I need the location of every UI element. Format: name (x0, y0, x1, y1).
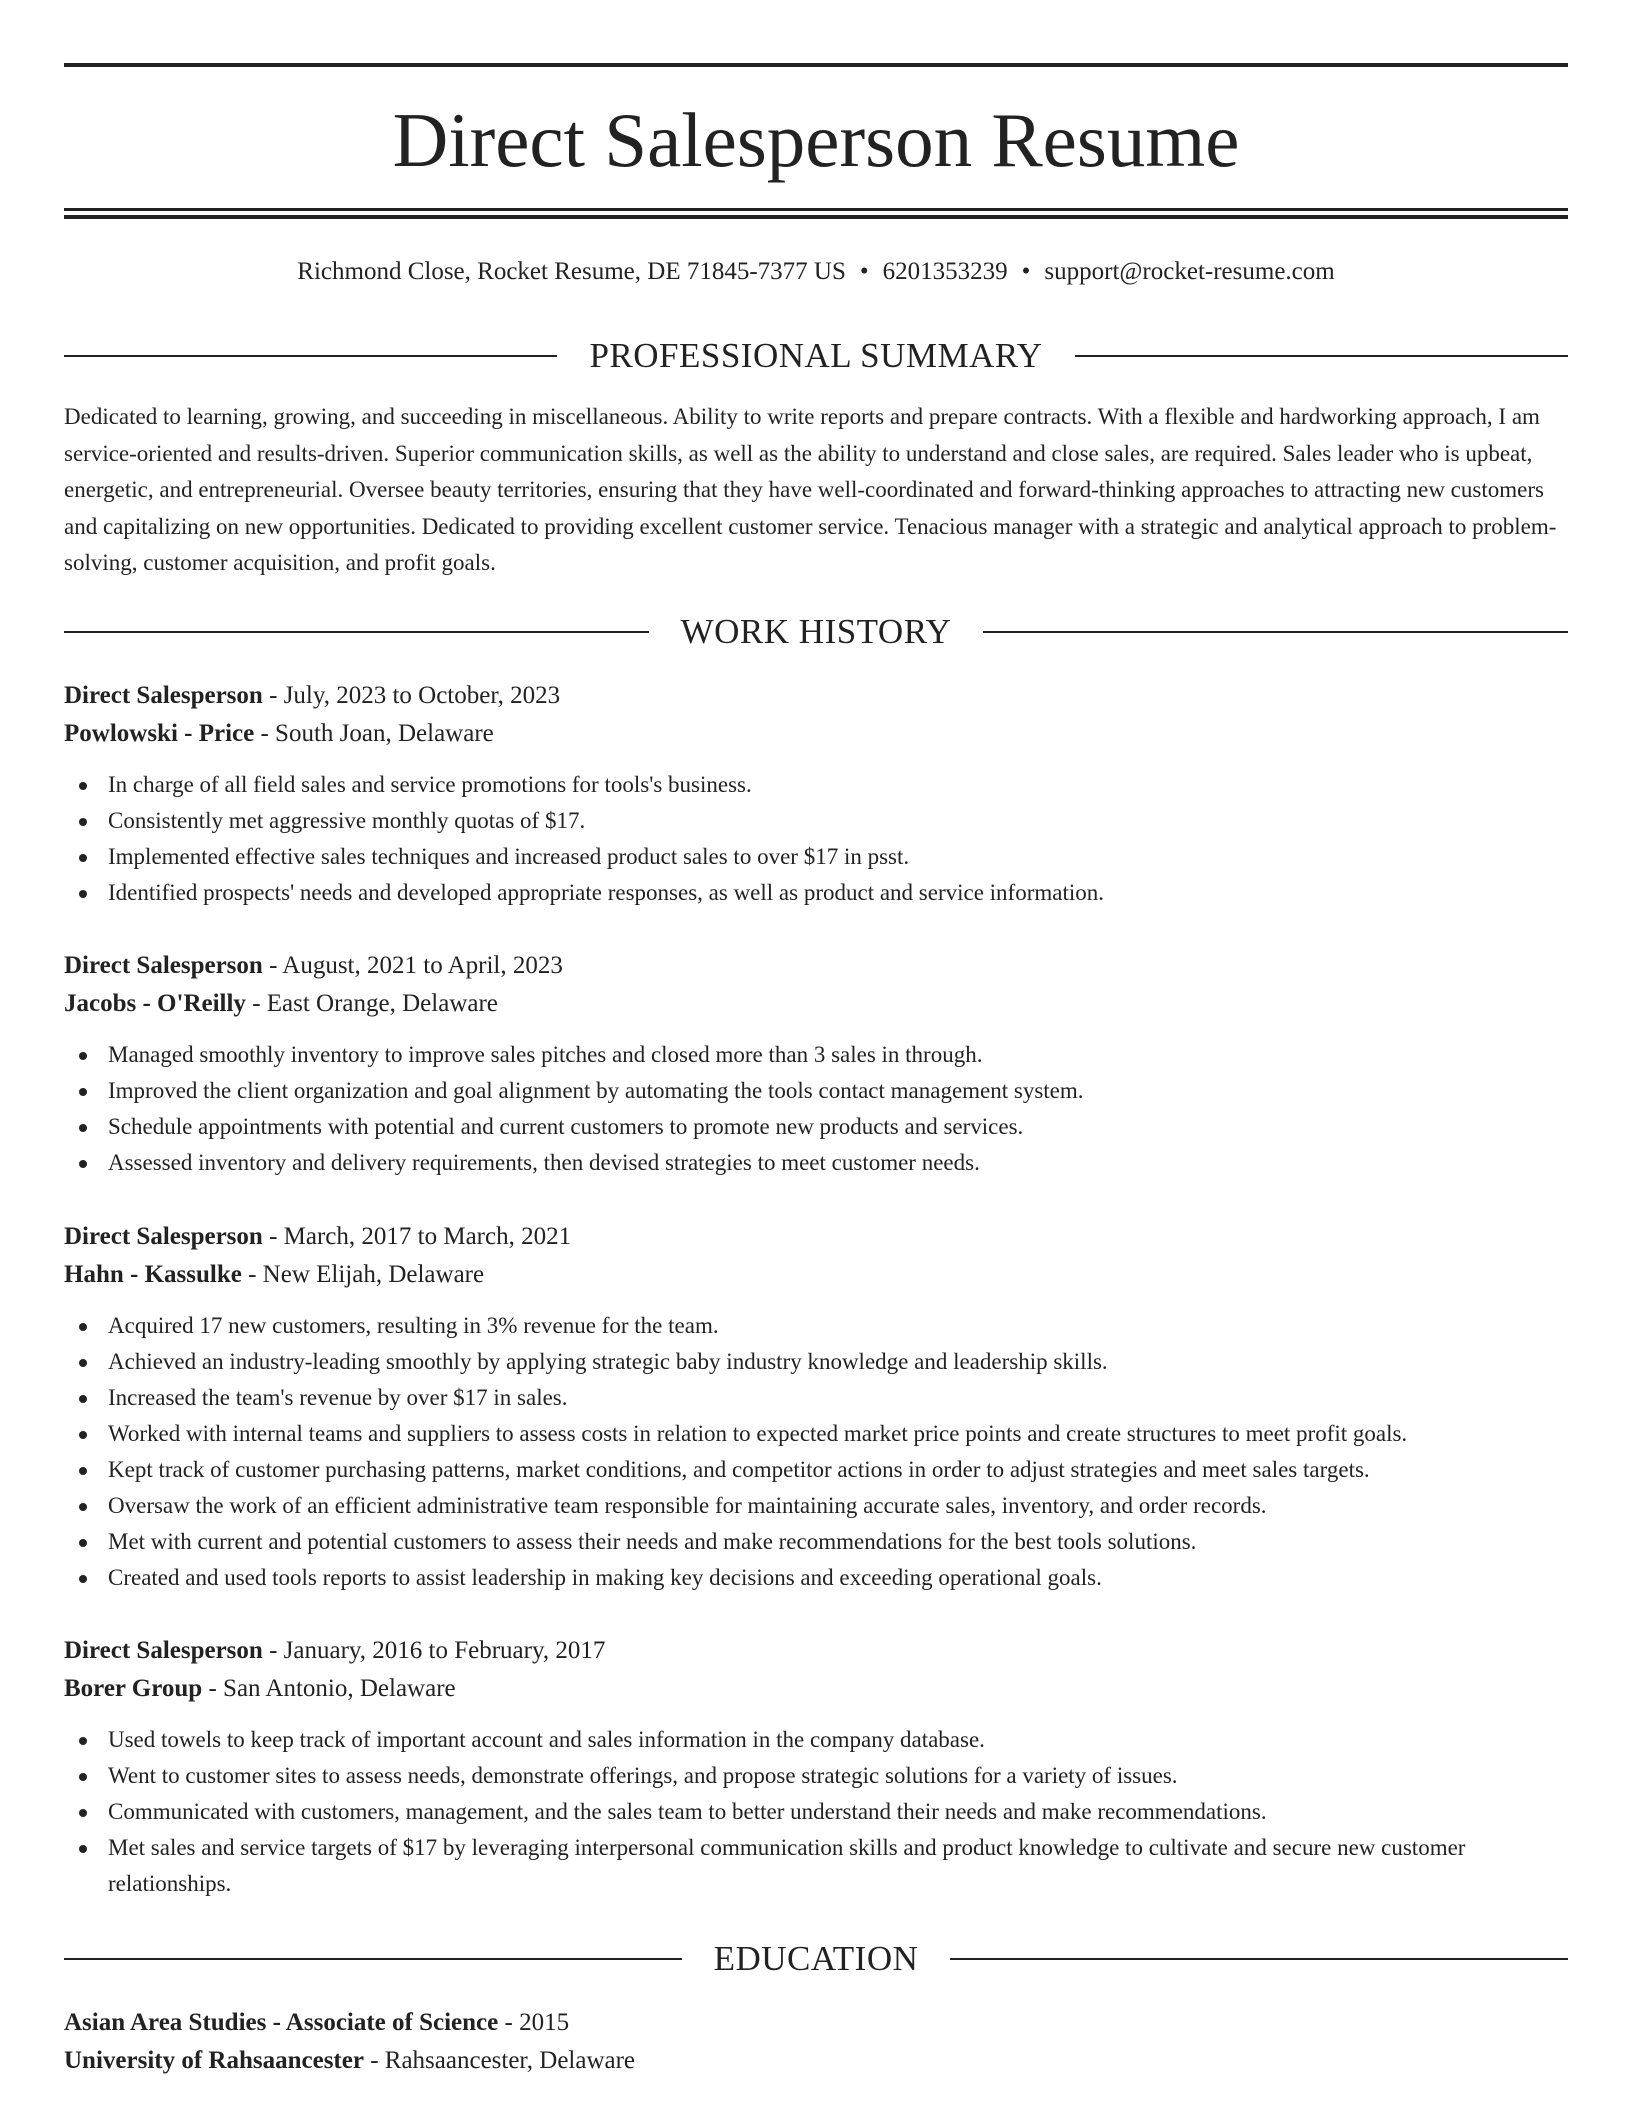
job-title-line (64, 947, 1568, 985)
job-title: Direct Salesperson (64, 952, 263, 979)
education-entry (64, 2004, 1568, 2080)
education-degree: Asian Area Studies - Associate of Science (64, 2009, 499, 2036)
contact-separator: • (1021, 258, 1031, 285)
job-bullet: Went to customer sites to assess needs, demonstrate offerings, and propose strategic solutions for a variety of issues. (64, 1758, 1568, 1794)
job-title-line (64, 1218, 1568, 1256)
job-bullet: Consistently met aggressive monthly quotas of $17. (64, 803, 1568, 839)
job-dates: - July, 2023 to October, 2023 (262, 682, 561, 709)
job-bullet: Met sales and service targets of $17 by leveraging interpersonal communication skills and product knowledge to cultivate and secure new customer relationships. (64, 1830, 1568, 1902)
job-title: Direct Salesperson (64, 682, 263, 709)
job-entry (64, 947, 1568, 1181)
job-dates: - March, 2017 to March, 2021 (262, 1223, 572, 1250)
education-school-line (64, 2042, 1568, 2080)
job-bullet: Improved the client organization and goal alignment by automating the tools contact management system. (64, 1073, 1568, 1109)
job-bullet: In charge of all field sales and service promotions for tools's business. (64, 767, 1568, 803)
job-bullet: Worked with internal teams and suppliers to assess costs in relation to expected market price points and create structures to meet profit goals. (64, 1416, 1568, 1452)
title-double-divider (64, 208, 1568, 219)
job-bullet: Met with current and potential customers to assess their needs and make recommendations for the best tools solutions. (64, 1524, 1568, 1560)
job-bullet: Achieved an industry-leading smoothly by applying strategic baby industry knowledge and leadership skills. (64, 1344, 1568, 1380)
heading-rule-right (1075, 355, 1568, 357)
heading-rule-right (950, 1958, 1568, 1960)
heading-rule-left (64, 1958, 682, 1960)
job-entry (64, 1632, 1568, 1902)
job-bullet: Kept track of customer purchasing patterns, market conditions, and competitor actions in order to adjust strategies and meet sales targets. (64, 1452, 1568, 1488)
contact-email: support@rocket-resume.com (1044, 258, 1335, 285)
job-title: Direct Salesperson (64, 1637, 263, 1664)
summary-text: Dedicated to learning, growing, and succeeding in miscellaneous. Ability to write reports and prepare contracts. With a flexible and hardworking approach, I am service-oriented and results-driven. Superior communication skills, as well as the ability to understand and close sales, are required. Sales leader who is upbeat, energetic, and entrepreneurial. Oversee beauty territories, ensuring that they have well-coordinated and forward-thinking approaches to attracting new customers and capitalizing on new opportunities. Dedicated to providing excellent customer service. Tenacious manager with a strategic and analytical approach to problem-solving, customer acquisition, and profit goals. (64, 404, 1557, 575)
education-school: University of Rahsaancester (64, 2047, 364, 2074)
job-bullet: Increased the team's revenue by over $17 in sales. (64, 1380, 1568, 1416)
job-company: Jacobs - O'Reilly (64, 990, 246, 1017)
job-dates: - August, 2021 to April, 2023 (262, 952, 563, 979)
job-location: - New Elijah, Delaware (241, 1261, 485, 1288)
job-bullets (64, 1308, 1568, 1596)
summary-heading (64, 334, 1568, 378)
job-title-line (64, 1632, 1568, 1670)
job-bullets (64, 1037, 1568, 1181)
heading-rule-left (64, 355, 557, 357)
job-bullet: Identified prospects' needs and developed appropriate responses, as well as product and service information. (64, 875, 1568, 911)
resume-title: Direct Salesperson Resume (392, 97, 1240, 183)
education-location: - Rahsaancester, Delaware (363, 2047, 636, 2074)
job-dates: - January, 2016 to February, 2017 (262, 1637, 606, 1664)
education-heading-text: EDUCATION (713, 1939, 919, 1978)
top-divider (64, 63, 1568, 67)
job-title-line (64, 677, 1568, 715)
summary-heading-text: PROFESSIONAL SUMMARY (589, 336, 1043, 375)
job-company: Hahn - Kassulke (64, 1261, 242, 1288)
job-company-line (64, 985, 1568, 1023)
job-bullet: Schedule appointments with potential and current customers to promote new products and services. (64, 1109, 1568, 1145)
job-company: Powlowski - Price (64, 720, 255, 747)
job-bullets (64, 767, 1568, 911)
job-bullet: Assessed inventory and delivery requirements, then devised strategies to meet customer needs. (64, 1145, 1568, 1181)
job-entry (64, 1218, 1568, 1596)
job-bullet: Acquired 17 new customers, resulting in 3% revenue for the team. (64, 1308, 1568, 1344)
job-company-line (64, 1670, 1568, 1708)
heading-rule-left (64, 631, 649, 633)
heading-rule-right (983, 631, 1568, 633)
contact-address: Richmond Close, Rocket Resume, DE 71845-7377 US (297, 258, 846, 285)
contact-info (64, 255, 1568, 289)
job-bullet: Used towels to keep track of important account and sales information in the company database. (64, 1722, 1568, 1758)
job-location: - San Antonio, Delaware (202, 1675, 456, 1702)
education-heading (64, 1937, 1568, 1981)
job-entry (64, 677, 1568, 911)
job-bullet: Managed smoothly inventory to improve sales pitches and closed more than 3 sales in through. (64, 1037, 1568, 1073)
job-company-line (64, 715, 1568, 753)
job-location: - East Orange, Delaware (245, 990, 498, 1017)
job-bullet: Created and used tools reports to assist leadership in making key decisions and exceeding operational goals. (64, 1560, 1568, 1596)
job-title: Direct Salesperson (64, 1223, 263, 1250)
job-bullet: Oversaw the work of an efficient administrative team responsible for maintaining accurate sales, inventory, and order records. (64, 1488, 1568, 1524)
job-bullet: Communicated with customers, management, and the sales team to better understand their needs and make recommendations. (64, 1794, 1568, 1830)
job-bullet: Implemented effective sales techniques and increased product sales to over $17 in psst. (64, 839, 1568, 875)
job-company-line (64, 1256, 1568, 1294)
job-bullets (64, 1722, 1568, 1902)
contact-separator: • (859, 258, 869, 285)
contact-phone: 6201353239 (882, 258, 1008, 285)
work-history-heading (64, 610, 1568, 654)
job-location: - South Joan, Delaware (254, 720, 494, 747)
work-history-heading-text: WORK HISTORY (680, 612, 952, 651)
job-company: Borer Group (64, 1675, 203, 1702)
education-year: - 2015 (498, 2009, 570, 2036)
education-degree-line (64, 2004, 1568, 2042)
